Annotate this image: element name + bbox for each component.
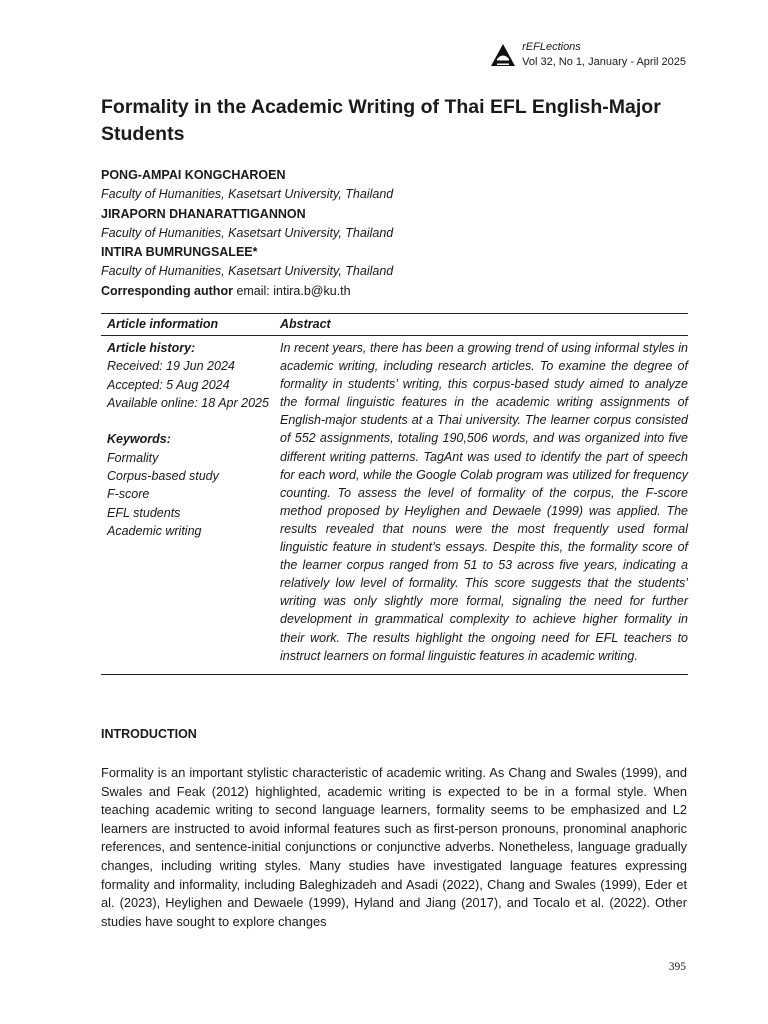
author-name: PONG-AMPAI KONGCHAROEN <box>101 168 286 182</box>
keywords-label: Keywords: <box>107 432 171 447</box>
paper-title: Formality in the Academic Writing of Thai EFL English-Major Students <box>101 96 661 145</box>
keyword: F-score <box>107 487 150 502</box>
article-info-table <box>101 313 688 675</box>
introduction-paragraph: Formality is an important stylistic characteristic of academic writing. As Chang and Swales (1999), and Swales and Feak (2012) highlighted, academic writing is expected to be in a formal style. When teaching academic writing to second language learners, formality seems to be emphasized and L2 learners are instructed to avoid informal features such as first-person pronouns, pronominal anaphoric references, and sentence-initial conjunctions or conjunctive adverbs. Nonetheless, language gradually changes, including writing styles. Many studies have investigated language features expressing formality and informality, including Baleghizadeh and Asadi (2022), Chang and Swales (1999), Eder et al. (2023), Heylighen and Dewaele (1999), Hyland and Jiang (2017), and Tocalo et al. (2022). Other studies have sought to explore changes <box>101 765 687 929</box>
journal-info <box>522 40 686 70</box>
available-date: Available online: 18 Apr 2025 <box>107 395 269 410</box>
author-affiliation: Faculty of Humanities, Kasetsart University, Thailand <box>101 225 394 240</box>
author-affiliation: Faculty of Humanities, Kasetsart University, Thailand <box>101 187 394 202</box>
journal-header <box>490 40 686 70</box>
spacer <box>107 412 280 430</box>
corresponding-author <box>101 282 701 301</box>
abstract-text: In recent years, there has been a growing trend of using informal styles in academic writing, including research articles. To examine the degree of formality in students’ writing, this corpus-based study aimed to analyze the formal linguistic features in the academic writing assignments of English-major students at a Thai university. The learner corpus consisted of 552 assignments, totaling 190,506 words, and was organized into five different writing patterns. TagAnt was used to identify the part of speech for each word, while the Google Colab program was utilized for frequency counting. To assess the level of formality of the corpus, the F-score method proposed by Heylighen and Dewaele (1999) was applied. The results revealed that nouns were the most frequently used formal linguistic feature in student’s essays. Despite this, the formality score of the learner corpus ranged from 51 to 53 across five years, indicating a relatively low level of formality. This score suggests that the students’ writing was only slightly more formal, signaling the need for further development in grammatical complexity to achieve higher formality in their work. The results highlight the ongoing need for EFL teachers to instruct learners on formal linguistic features in academic writing. <box>280 341 688 663</box>
author-affiliation: Faculty of Humanities, Kasetsart University, Thailand <box>101 264 394 279</box>
keyword: Academic writing <box>107 523 202 538</box>
table-body-row <box>101 336 688 665</box>
keyword: EFL students <box>107 505 181 520</box>
volume-info: Vol 32, No 1, January - April 2025 <box>522 56 686 68</box>
triangle-arch-logo-icon <box>490 42 516 68</box>
page-number: 395 <box>668 961 686 973</box>
keyword: Formality <box>107 450 159 465</box>
article-info-heading: Article information <box>107 317 219 331</box>
section-heading-introduction: INTRODUCTION <box>101 727 197 741</box>
keyword: Corpus-based study <box>107 469 219 484</box>
corresponding-email: email: intira.b@ku.th <box>236 283 351 298</box>
history-label: Article history: <box>107 341 196 355</box>
table-header-row <box>101 314 688 336</box>
received-date: Received: 19 Jun 2024 <box>107 359 235 374</box>
journal-name: rEFLections <box>522 41 581 53</box>
author-name: JIRAPORN DHANARATTIGANNON <box>101 206 306 221</box>
author-name: INTIRA BUMRUNGSALEE* <box>101 245 258 260</box>
article-meta <box>101 336 280 665</box>
abstract-heading: Abstract <box>280 317 331 331</box>
author-list <box>101 166 701 301</box>
accepted-date: Accepted: 5 Aug 2024 <box>107 377 230 392</box>
corresponding-label: Corresponding author <box>101 283 233 298</box>
